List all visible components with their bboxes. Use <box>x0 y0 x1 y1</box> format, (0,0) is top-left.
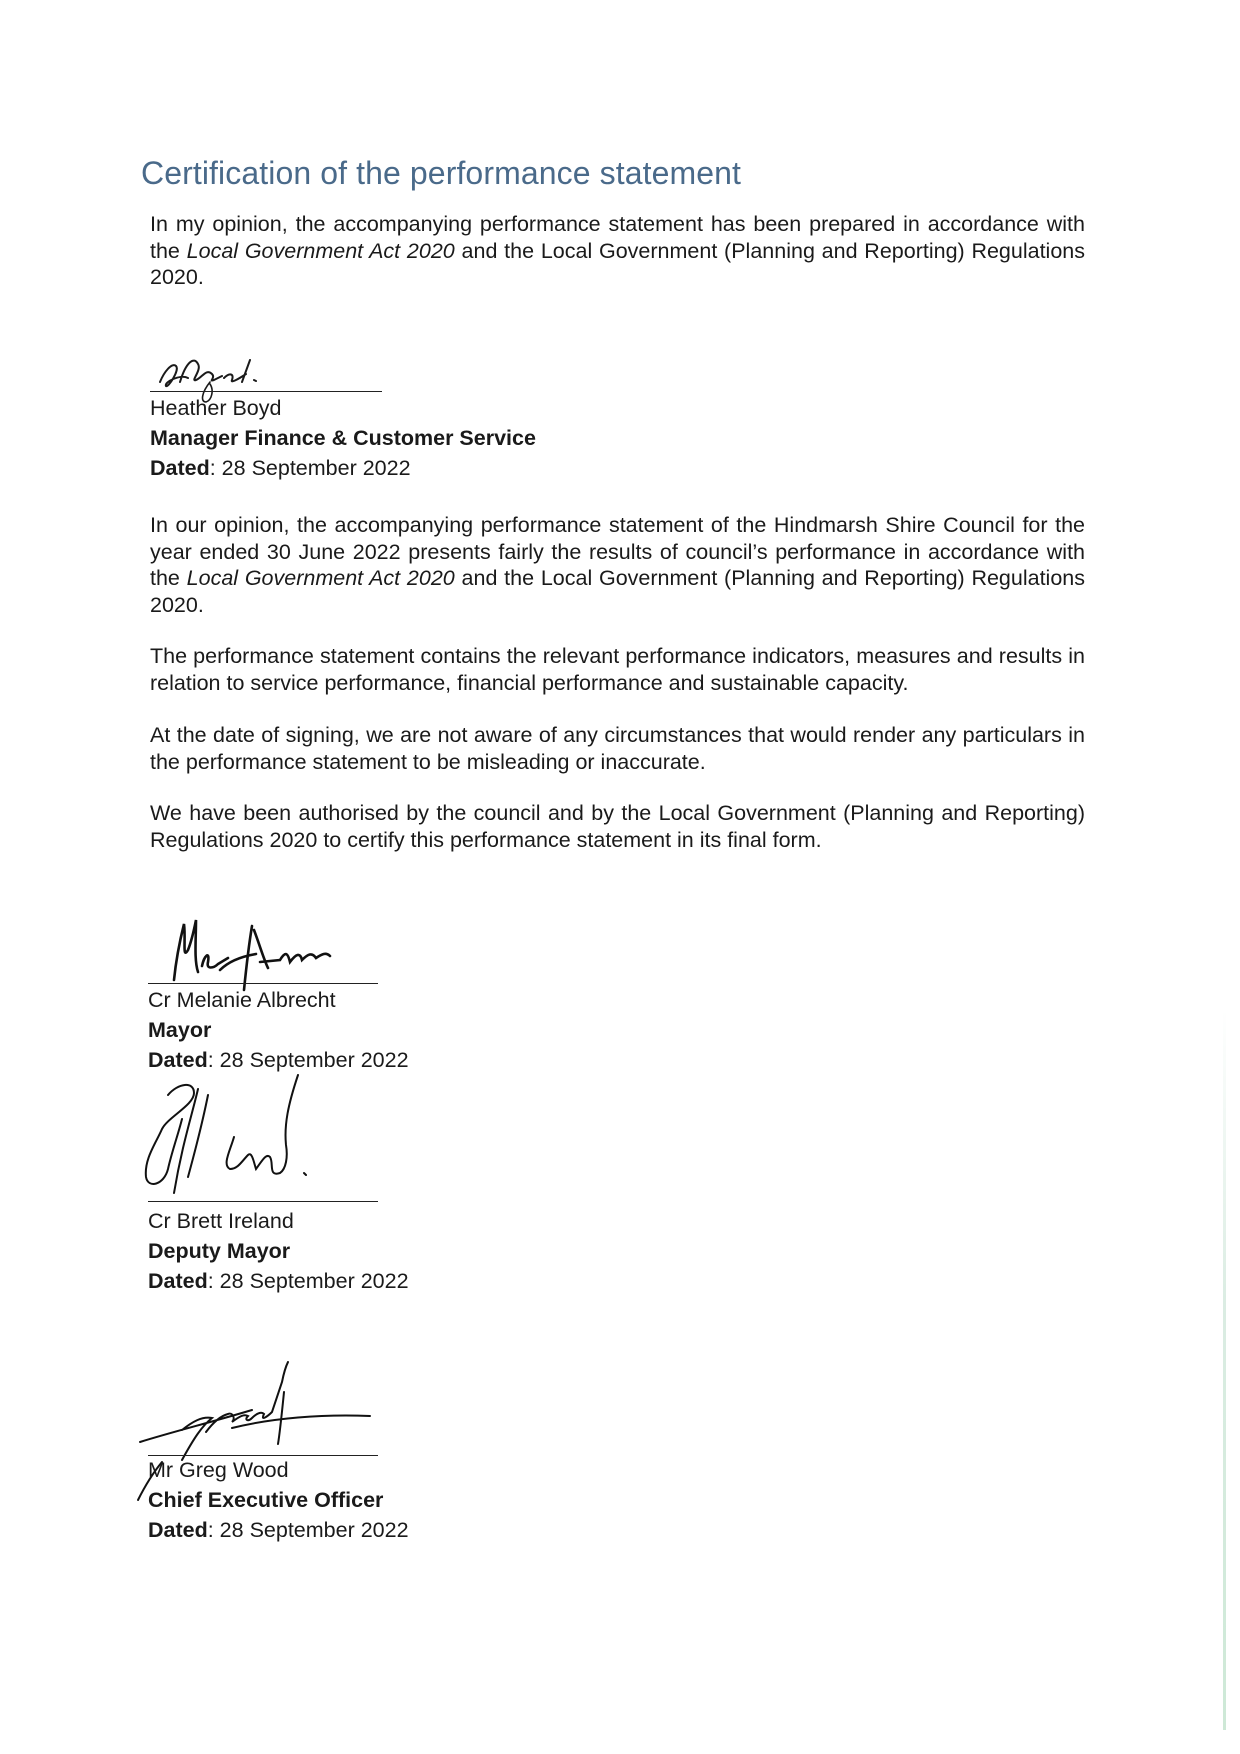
paragraph-text: and the Local Government (Planning and Reporting) Regulations 2020. <box>150 566 1085 617</box>
paragraph-text: In our opinion, the accompanying performance statement of the Hindmarsh Shire Council for the year ended 30 June 2022 presents fairly the results of council’s performance in accordance with the <box>150 513 1085 590</box>
paragraph-authorisation: We have been authorised by the council and by the Local Government (Planning and Reporting) Regulations 2020 to certify this performance statement in its final form. <box>150 801 1085 852</box>
signatory-name: Mr Greg Wood <box>148 1458 289 1482</box>
dated-value: : 28 September 2022 <box>207 1269 409 1293</box>
paragraph-text: and the Local Government (Planning and Reporting) Regulations 2020. <box>150 238 1085 289</box>
paragraph-text: In my opinion, the accompanying performance statement has been prepared in accordance with the <box>150 212 1085 263</box>
signatory-block-1 <box>150 393 536 483</box>
scan-edge-mark <box>1223 1010 1226 1730</box>
dated-label: Dated <box>148 1048 208 1072</box>
signatory-date <box>150 456 411 480</box>
act-name: Local Government Act 2020 <box>186 566 455 590</box>
paragraph-contents: The performance statement contains the relevant performance indicators, measures and results in relation to service performance, financial performance and sustainable capacity. <box>150 644 1085 695</box>
dated-label: Dated <box>150 456 210 480</box>
signature-line <box>148 983 378 984</box>
signature-line <box>148 1201 378 1202</box>
signatory-block-2 <box>148 985 409 1075</box>
paragraph-officer-opinion <box>150 211 1085 291</box>
act-name: Local Government Act 2020 <box>186 238 455 263</box>
dated-label: Dated <box>148 1269 208 1293</box>
signatory-block-4 <box>148 1455 409 1545</box>
signatory-role: Chief Executive Officer <box>148 1488 384 1512</box>
signatory-name: Cr Brett Ireland <box>148 1209 294 1233</box>
dated-value: : 28 September 2022 <box>207 1518 409 1542</box>
dated-value: : 28 September 2022 <box>209 456 411 480</box>
signatory-role: Deputy Mayor <box>148 1239 291 1263</box>
signatory-role: Mayor <box>148 1018 212 1042</box>
dated-label: Dated <box>148 1518 208 1542</box>
signatory-name: Cr Melanie Albrecht <box>148 988 336 1012</box>
signatory-date <box>148 1518 409 1542</box>
signatory-block-3 <box>148 1206 409 1296</box>
signatory-date <box>148 1269 409 1293</box>
signatory-role: Manager Finance & Customer Service <box>150 426 536 450</box>
signature-melanie-albrecht <box>160 910 380 990</box>
paragraph-council-opinion <box>150 512 1085 618</box>
page-title: Certification of the performance statement <box>141 155 742 191</box>
paragraph-circumstances: At the date of signing, we are not aware of any circumstances that would render any particulars in the performance statement to be misleading or inaccurate. <box>150 723 1085 774</box>
signature-line <box>150 391 382 392</box>
dated-value: : 28 September 2022 <box>207 1048 409 1072</box>
signatory-name: Heather Boyd <box>150 396 282 420</box>
signature-brett-ireland <box>138 1065 358 1205</box>
